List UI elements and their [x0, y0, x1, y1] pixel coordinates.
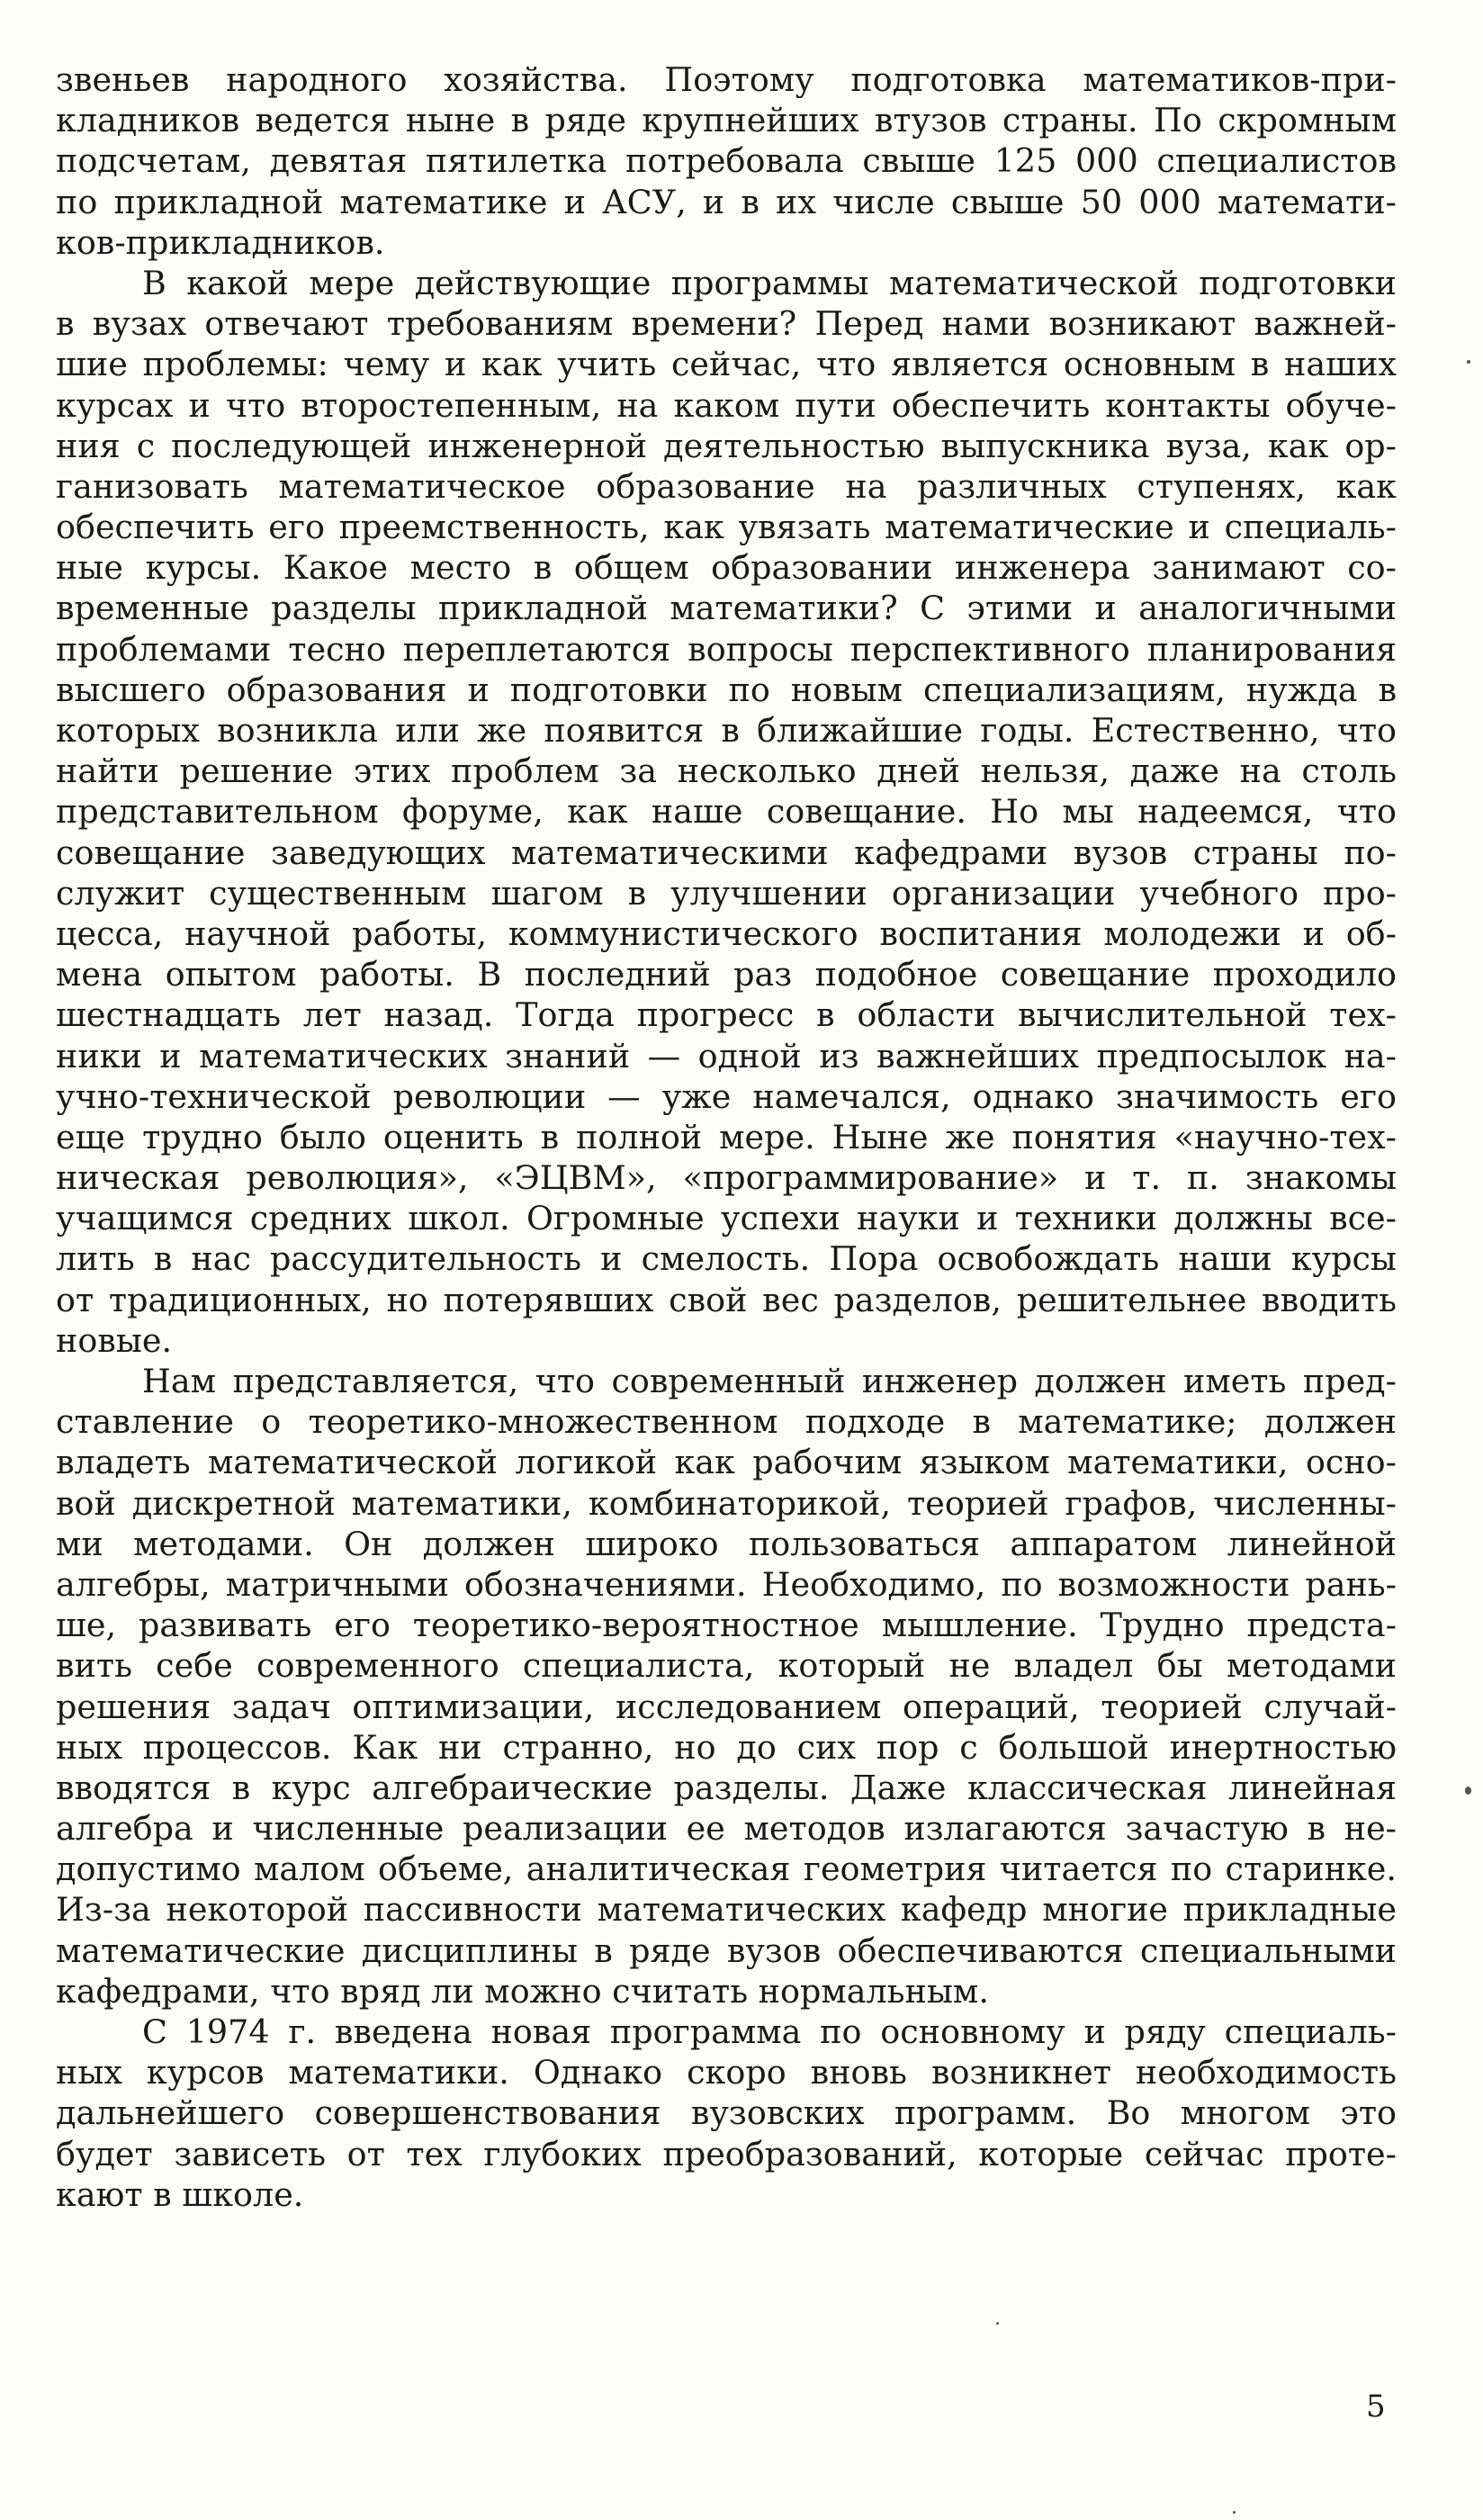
text-line: Из-за некоторой пассивности математических кафедр многие прикладные: [56, 1890, 1397, 1930]
text-line: решения задач оптимизации, исследованием операций, теорией случай-: [56, 1687, 1397, 1726]
text-line: ных процессов. Как ни странно, но до сих пор с большой инертностью: [56, 1727, 1397, 1767]
text-line: ми методами. Он должен широко пользоваться аппаратом линейной: [56, 1524, 1397, 1563]
paragraph-4: [56, 2012, 1397, 2215]
text-line: подсчетам, девятая пятилетка потребовала свыше 125 000 специалистов: [56, 141, 1397, 181]
text-line: найти решение этих проблем за несколько дней нельзя, даже на столь: [56, 752, 1397, 791]
text-line: обеспечить его преемственность, как увязать математические и специаль-: [56, 508, 1397, 547]
scan-speck: [996, 2322, 999, 2325]
text-line: курсах и что второстепенным, на каком пути обеспечить контакты обуче-: [56, 385, 1397, 425]
text-line: будет зависеть от тех глубоких преобразований, которые сейчас проте-: [56, 2134, 1397, 2174]
scan-speck: [1467, 360, 1470, 364]
text-line: в вузах отвечают требованиям времени? Перед нами возникают важней-: [56, 304, 1397, 344]
text-line: ганизовать математическое образование на различных ступенях, как: [56, 466, 1397, 506]
text-line: алгебра и численные реализации ее методов излагаются зачастую в не-: [56, 1809, 1397, 1849]
text-line: ния с последующей инженерной деятельностью выпускника вуза, как ор-: [56, 426, 1397, 465]
text-line: ше, развивать его теоретико-вероятностное мышление. Трудно предста-: [56, 1606, 1397, 1645]
text-line: С 1974 г. введена новая программа по основному и ряду специаль-: [142, 2012, 1397, 2051]
text-line: высшего образования и подготовки по новым специализациям, нужда в: [56, 670, 1397, 709]
page-body: [56, 59, 1397, 2215]
text-line: владеть математической логикой как рабочим языком математики, осно-: [56, 1443, 1397, 1482]
text-line: учно-технической революции — уже намечался, однако значимость его: [56, 1076, 1397, 1116]
text-line: кафедрами, что вряд ли можно считать нормальным.: [56, 1971, 989, 2011]
text-line: еще трудно было оценить в полной мере. Ныне же понятия «научно-тех-: [56, 1117, 1397, 1156]
text-line: шестнадцать лет назад. Тогда прогресс в области вычислительной тех-: [56, 995, 1397, 1035]
text-line: представительном форуме, как наше совещание. Но мы надеемся, что: [56, 792, 1397, 832]
text-line: дальнейшего совершенствования вузовских программ. Во многом это: [56, 2093, 1397, 2133]
text-line: которых возникла или же появится в ближайшие годы. Естественно, что: [56, 711, 1397, 750]
text-line: ков-прикладников.: [56, 222, 385, 262]
text-line: ставление о теоретико-множественном подходе в математике; должен: [56, 1402, 1397, 1442]
text-line: вводятся в курс алгебраические разделы. Даже классическая линейная: [56, 1768, 1397, 1807]
text-line: ные курсы. Какое место в общем образовании инженера занимают со-: [56, 548, 1397, 588]
text-line: новые.: [56, 1320, 173, 1360]
text-line: лить в нас рассудительность и смелость. Пора освобождать наши курсы: [56, 1239, 1397, 1279]
text-line: Нам представляется, что современный инженер должен иметь пред-: [142, 1362, 1397, 1400]
text-line: служит существенным шагом в улучшении организации учебного про-: [56, 873, 1397, 913]
text-line: ных курсов математики. Однако скоро вновь возникнет необходимость: [56, 2053, 1397, 2092]
paragraph-2: [56, 263, 1397, 1361]
text-line: В какой мере действующие программы математической подготовки: [142, 263, 1397, 302]
text-line: шие проблемы: чему и как учить сейчас, что является основным в наших: [56, 345, 1397, 384]
text-line: алгебры, матричными обозначениями. Необходимо, по возможности рань-: [56, 1564, 1397, 1604]
scan-speck: [1465, 1786, 1471, 1795]
text-line: кладников ведется ныне в ряде крупнейших втузов страны. По скромным: [56, 101, 1397, 140]
text-line: по прикладной математике и АСУ, и в их числе свыше 50 000 математи-: [56, 182, 1397, 221]
text-line: учащимся средних школ. Огромные успехи науки и техники должны все-: [56, 1199, 1397, 1238]
text-line: совещание заведующих математическими кафедрами вузов страны по-: [56, 832, 1397, 872]
page-number: 5: [1366, 2389, 1386, 2425]
text-line: вить себе современного специалиста, который не владел бы методами: [56, 1646, 1397, 1686]
scan-speck: [1233, 2511, 1236, 2514]
text-line: звеньев народного хозяйства. Поэтому подготовка математиков-при-: [56, 60, 1397, 99]
text-line: математические дисциплины в ряде вузов обеспечиваются специальными: [56, 1930, 1397, 1970]
text-line: проблемами тесно переплетаются вопросы перспективного планирования: [56, 629, 1397, 669]
paragraph-1: [56, 59, 1397, 263]
text-line: кают в школе.: [56, 2174, 304, 2214]
text-line: вой дискретной математики, комбинаторикой, теорией графов, численны-: [56, 1483, 1397, 1523]
text-line: мена опытом работы. В последний раз подобное совещание проходило: [56, 955, 1397, 994]
text-line: ники и математических знаний — одной из важнейших предпосылок на-: [56, 1036, 1397, 1076]
text-line: от традиционных, но потерявших свой вес разделов, решительнее вводить: [56, 1280, 1397, 1319]
paragraph-3: [56, 1361, 1397, 2012]
text-line: временные разделы прикладной математики? С этими и аналогичными: [56, 589, 1397, 628]
text-line: ническая революция», «ЭЦВМ», «программирование» и т. п. знакомы: [56, 1158, 1397, 1198]
text-line: допустимо малом объеме, аналитическая геометрия читается по старинке.: [56, 1850, 1397, 1889]
text-line: цесса, научной работы, коммунистического воспитания молодежи и об-: [56, 914, 1397, 953]
